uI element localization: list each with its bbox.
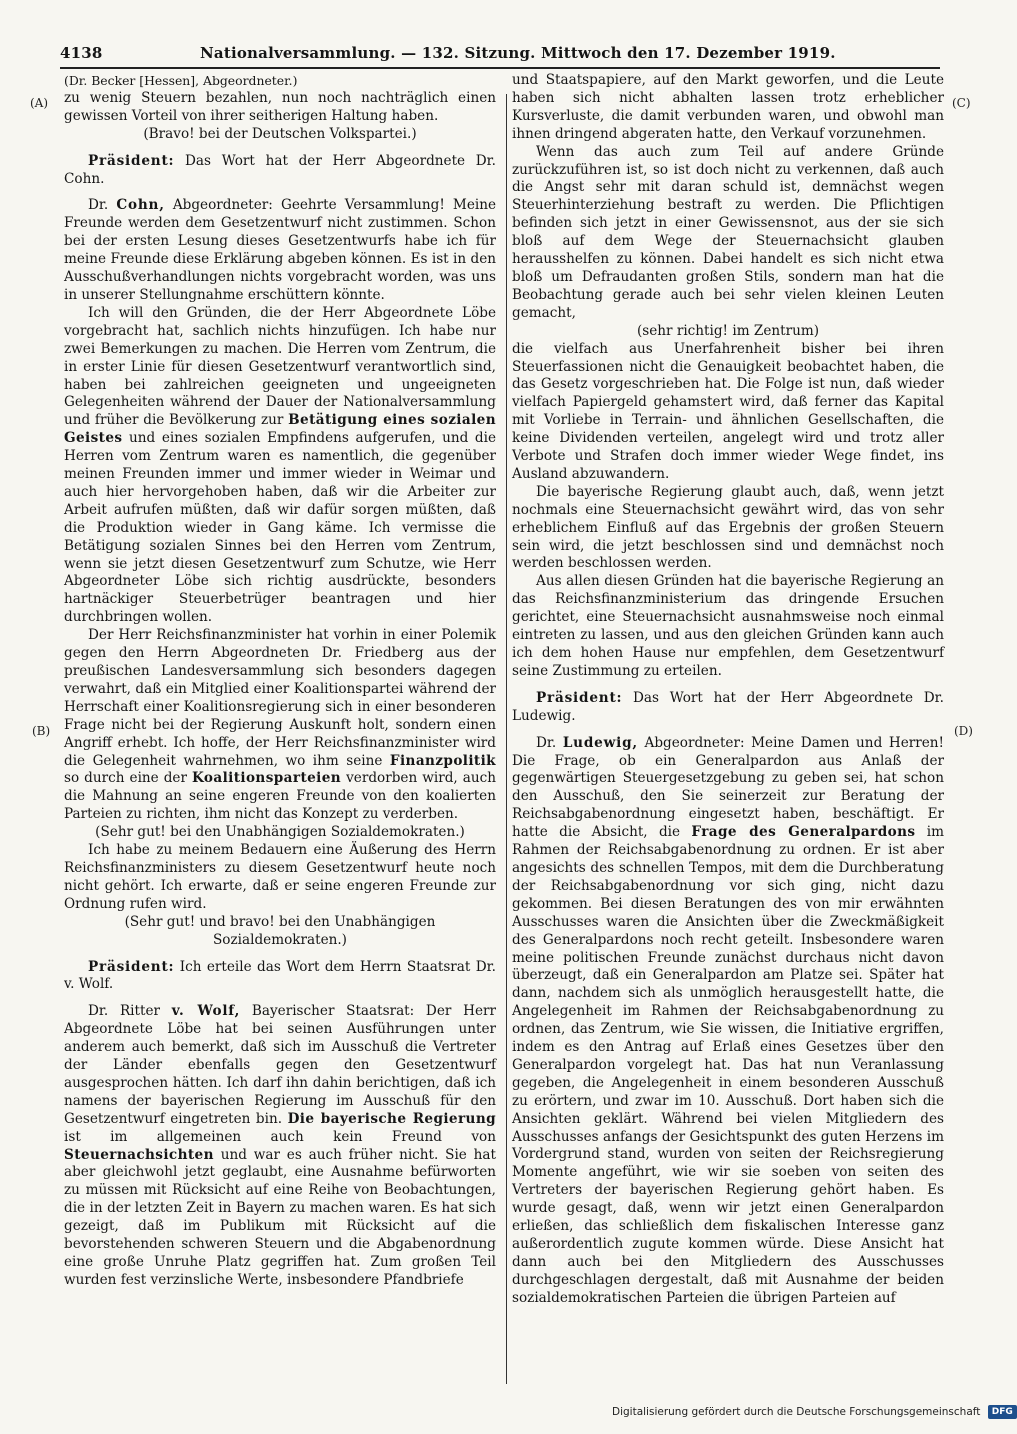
- paragraph: Präsident: Das Wort hat der Herr Abgeordnete Dr. Ludewig.: [512, 689, 944, 724]
- paragraph: Präsident: Ich erteile das Wort dem Herrn Staatsrat Dr. v. Wolf.: [64, 958, 496, 993]
- interjection: (Sehr gut! bei den Unabhängigen Sozialdemokraten.): [95, 824, 465, 841]
- left-column: [64, 72, 496, 1290]
- speaker-name: Präsident:: [88, 152, 175, 169]
- paragraph: Der Herr Reichsfinanzminister hat vorhin in einer Polemik gegen den Herrn Abgeordneten Dr. Friedberg aus der preußischen Landesversammlung sich besonders dagegen verwahrt, daß ein Mitglied einer Koalitionspartei während der Herrschaft einer Koalitionsregierung sich in einer besonderen Frage nicht bei der Regierung Auskunft holt, sondern einen Angriff erhebt. Ich hoffe, der Herr Reichsfinanzminister wird die Gelegenheit wahrnehmen, wo ihm seine Finanzpolitik so durch eine der Koalitionsparteien verdorben wird, auch die Mahnung an seine engeren Freunde von den koalierten Parteien zu richten, ihm nicht das Konzept zu verderben.: [64, 627, 496, 823]
- paragraph: die vielfach aus Unerfahrenheit bisher bei ihren Steuerfassionen nicht die Genauigkeit beobachtet haben, die das Gesetz vorgeschrieben hat. Die Folge ist nun, daß wieder vielfach Papiergeld gehamstert wird, daß ferner das Kapital mit Vorliebe in Terrain- und ähnlichen Gesellschaften, die keine Dividenden verteilen, angelegt wird und trotz aller Verbote und Strafen doch immer wieder Wege findet, ins Ausland abzuwandern.: [512, 340, 944, 482]
- footer-credit: [612, 1405, 1013, 1425]
- emphasis: Steuernachsichten: [64, 1146, 214, 1163]
- right-column: [512, 72, 944, 1308]
- funding-note: Digitalisierung gefördert durch die Deutsche Forschungsgemeinschaft: [612, 1406, 981, 1418]
- paragraph: Dr. Cohn, Abgeordneter: Geehrte Versammlung! Meine Freunde werden dem Gesetzentwurf nicht zustimmen. Schon bei der ersten Lesung dieses Gesetzentwurfs habe ich für meine Freunde diese Erklärung abgeben können. Es ist in den Ausschußverhandlungen nichts vorgebracht worden, was uns in unserer Stellungnahme erschüttern könnte.: [64, 197, 497, 303]
- speaker-name: Präsident:: [88, 958, 175, 975]
- emphasis: Frage des Generalpardons: [691, 824, 916, 841]
- emphasis: Finanzpolitik: [389, 752, 496, 769]
- interjection: (sehr richtig! im Zentrum): [636, 322, 820, 339]
- paragraph: Wenn das auch zum Teil auf andere Gründe zurückzuführen ist, so ist doch nicht zu verkennen, daß auch die Angst sehr mit daran schuld ist, demnächst wegen Steuerhinterziehung bestraft zu werden. Die Pflichtigen befinden sich jetzt in einer Gewissensnot, aus der sie sich bloß auf dem Wege der Steuernachsicht glauben herausshelfen zu können. Dabei handelt es sich nicht etwa bloß um Defraudanten großen Stils, sondern man hat die Beobachtung gerade auch bei sehr vielen kleinen Leuten gemacht,: [512, 143, 944, 321]
- emphasis: Koalitionsparteien: [192, 770, 342, 787]
- emphasis: Betätigung eines sozialen Geistes: [64, 412, 496, 447]
- page-header: [60, 44, 940, 68]
- paragraph: zu wenig Steuern bezahlen, nun noch nachträglich einen gewissen Vorteil von ihrer seitherigen Haltung haben.: [64, 89, 496, 124]
- paragraph: und Staatspapiere, auf den Markt geworfen, und die Leute haben sich nicht abhalten lassen trotz erheblicher Kursverluste, die damit verbunden waren, und obwohl man ihnen dringend abgeraten hatte, den Verkauf vorzunehmen.: [512, 72, 944, 142]
- header-rule: [60, 67, 940, 69]
- paragraph: Ich will den Gründen, die der Herr Abgeordnete Löbe vorgebracht hat, sachlich nichts hinzufügen. Ich habe nur zwei Bemerkungen zu machen. Die Herren vom Zentrum, die in erster Linie für diesen Gesetzentwurf verantwortlich sind, haben bei zahlreichen geeigneten und ungeeigneten Gelegenheiten während der Dauer der Nationalversammlung und früher die Bevölkerung zur Betätigung eines sozialen Geistes und eines sozialen Empfindens aufgerufen, und die Herren vom Zentrum waren es namentlich, die gegenüber meinen Freunden immer und immer wieder in Weimar und auch hier hervorgehoben haben, daß wir die Arbeiter zur Arbeit aufrufen müßten, daß wir dafür sorgen müßten, daß die Produktion wieder in Gang käme. Ich vermisse die Betätigung sozialen Sinnes bei den Herren vom Zentrum, wenn sie jetzt diesen Gesetzentwurf zum Schutze, wie Herr Abgeordneter Löbe sich richtig ausdrückte, besonders hartnäckiger Steuerbetrüger beantragen und hier durchbringen wollen.: [64, 304, 496, 626]
- emphasis: Die bayerische Regierung: [287, 1110, 497, 1127]
- margin-marker-c: (C): [952, 96, 971, 110]
- interjection: (Sehr gut! und bravo! bei den Unabhängigen Sozialdemokraten.): [124, 913, 436, 948]
- column-divider: [506, 94, 507, 1384]
- speaker-name: Ludewig,: [562, 734, 638, 751]
- margin-marker-b: (B): [32, 724, 51, 738]
- speaker-name: v. Wolf,: [171, 1003, 241, 1020]
- paragraph: Präsident: Das Wort hat der Herr Abgeordnete Dr. Cohn.: [64, 152, 496, 187]
- paragraph: Ich habe zu meinem Bedauern eine Äußerung des Herrn Reichsfinanzministers zu diesem Gesetzentwurf heute noch nicht gehört. Ich erwarte, daß er seine engeren Freunde zur Ordnung rufen wird.: [64, 842, 496, 912]
- page-number: 4138: [60, 44, 103, 62]
- paragraph: Die bayerische Regierung glaubt auch, daß, wenn jetzt nochmals eine Steuernachsicht gewährt wird, das von sehr erheblichem Einfluß auf das Ergebnis der großen Steuern sein wird, die jetzt beschlossen sind und demnächst noch werden beschlossen werden.: [512, 483, 944, 572]
- speaker-continuation: (Dr. Becker [Hessen], Abgeordneter.): [64, 73, 298, 88]
- running-title: Nationalversammlung. — 132. Sitzung. Mittwoch den 17. Dezember 1919.: [200, 44, 836, 62]
- interjection: (Bravo! bei der Deutschen Volkspartei.): [143, 125, 417, 142]
- speaker-name: Präsident:: [536, 689, 623, 706]
- paragraph: Aus allen diesen Gründen hat die bayerische Regierung an das Reichsfinanzministerium das dringende Ersuchen gerichtet, eine Steuernachsicht ausnahmsweise noch einmal eintreten zu lassen, und aus den gleichen Gründen kann auch ich dem hohen Hause nur empfehlen, dem Gesetzentwurf seine Zustimmung zu erteilen.: [512, 573, 944, 679]
- margin-marker-d: (D): [954, 724, 973, 738]
- speaker-name: Cohn,: [116, 197, 165, 214]
- dfg-logo: DFG: [988, 1405, 1017, 1419]
- paragraph: Dr. Ritter v. Wolf, Bayerischer Staatsrat: Der Herr Abgeordnete Löbe hat bei seinen Ausführungen unter anderem auch bemerkt, daß sich im Ausschuß die Vertreter der Länder ebenfalls gegen den Gesetzentwurf ausgesprochen hätten. Ich darf ihn dahin berichtigen, daß ich namens der bayerischen Regierung im Ausschuß für den Gesetzentwurf eingetreten bin. Die bayerische Regierung ist im allgemeinen auch kein Freund von Steuernachsichten und war es auch früher nicht. Sie hat aber gleichwohl jetzt geglaubt, eine Ausnahme befürworten zu müssen mit Rücksicht auf eine Reihe von Beobachtungen, die in der letzten Zeit in Bayern zu machen waren. Es hat sich gezeigt, daß im Publikum mit Rücksicht auf die bevorstehenden schweren Steuern und die Abgabenordnung eine große Unruhe Platz gegriffen hat. Zum großen Teil wurden fest verzinsliche Werte, insbesondere Pfandbriefe: [64, 1003, 497, 1288]
- margin-marker-a: (A): [30, 96, 49, 110]
- paragraph: Dr. Ludewig, Abgeordneter: Meine Damen und Herren! Die Frage, ob ein Generalpardon aus Anlaß der gegenwärtigen Steuergesetzgebung zu geben sei, hat schon den Ausschuß, den Sie seinerzeit zur Beratung der Reichsabgabenordnung eingesetzt haben, beschäftigt. Er hatte die Absicht, die Frage des Generalpardons im Rahmen der Reichsabgabenordnung zu ordnen. Er ist aber angesichts des schnellen Tempos, mit dem die Durchberatung der Reichsabgabenordnung vor sich ging, nicht dazu gekommen. Bei diesen Beratungen des von mir erwähnten Ausschusses waren die Ansichten über die Zweckmäßigkeit des Generalpardons noch recht geteilt. Insbesondere waren meine politischen Freunde zunächst durchaus nicht davon überzeugt, daß ein Generalpardon am Platze sei. Später hat dann, nachdem sich als unmöglich herausgestellt hatte, die Angelegenheit im Rahmen der Reichsabgabenordnung zu ordnen, das Zentrum, wie Sie wissen, die Initiative ergriffen, indem es den Antrag auf Erlaß eines Gesetzes über den Generalpardon vorgelegt hat. Das hat nun Veranlassung gegeben, die Angelegenheit in einem besonderen Ausschuß zu erörtern, und zwar im 10. Ausschuß. Dort haben sich die Ansichten geklärt. Während bei vielen Mitgliedern des Ausschusses anfangs der Gesichtspunkt des guten Herzens im Vordergrund stand, wurden von seiten der Reichsregierung Momente angeführt, wie wir sie soeben von seiten des Vertreters der bayerischen Regierung gehört haben. Es wurde gesagt, daß, wenn wir jetzt einen Generalpardon erließen, das schließlich dem fiskalischen Interesse ganz außerordentlich zugute kommen würde. Diese Ansicht hat dann auch bei den Mitgliedern des Ausschusses durchgeschlagen dergestalt, daß mit Ausnahme der beiden sozialdemokratischen Parteien die übrigen Parteien auf: [512, 734, 944, 1306]
